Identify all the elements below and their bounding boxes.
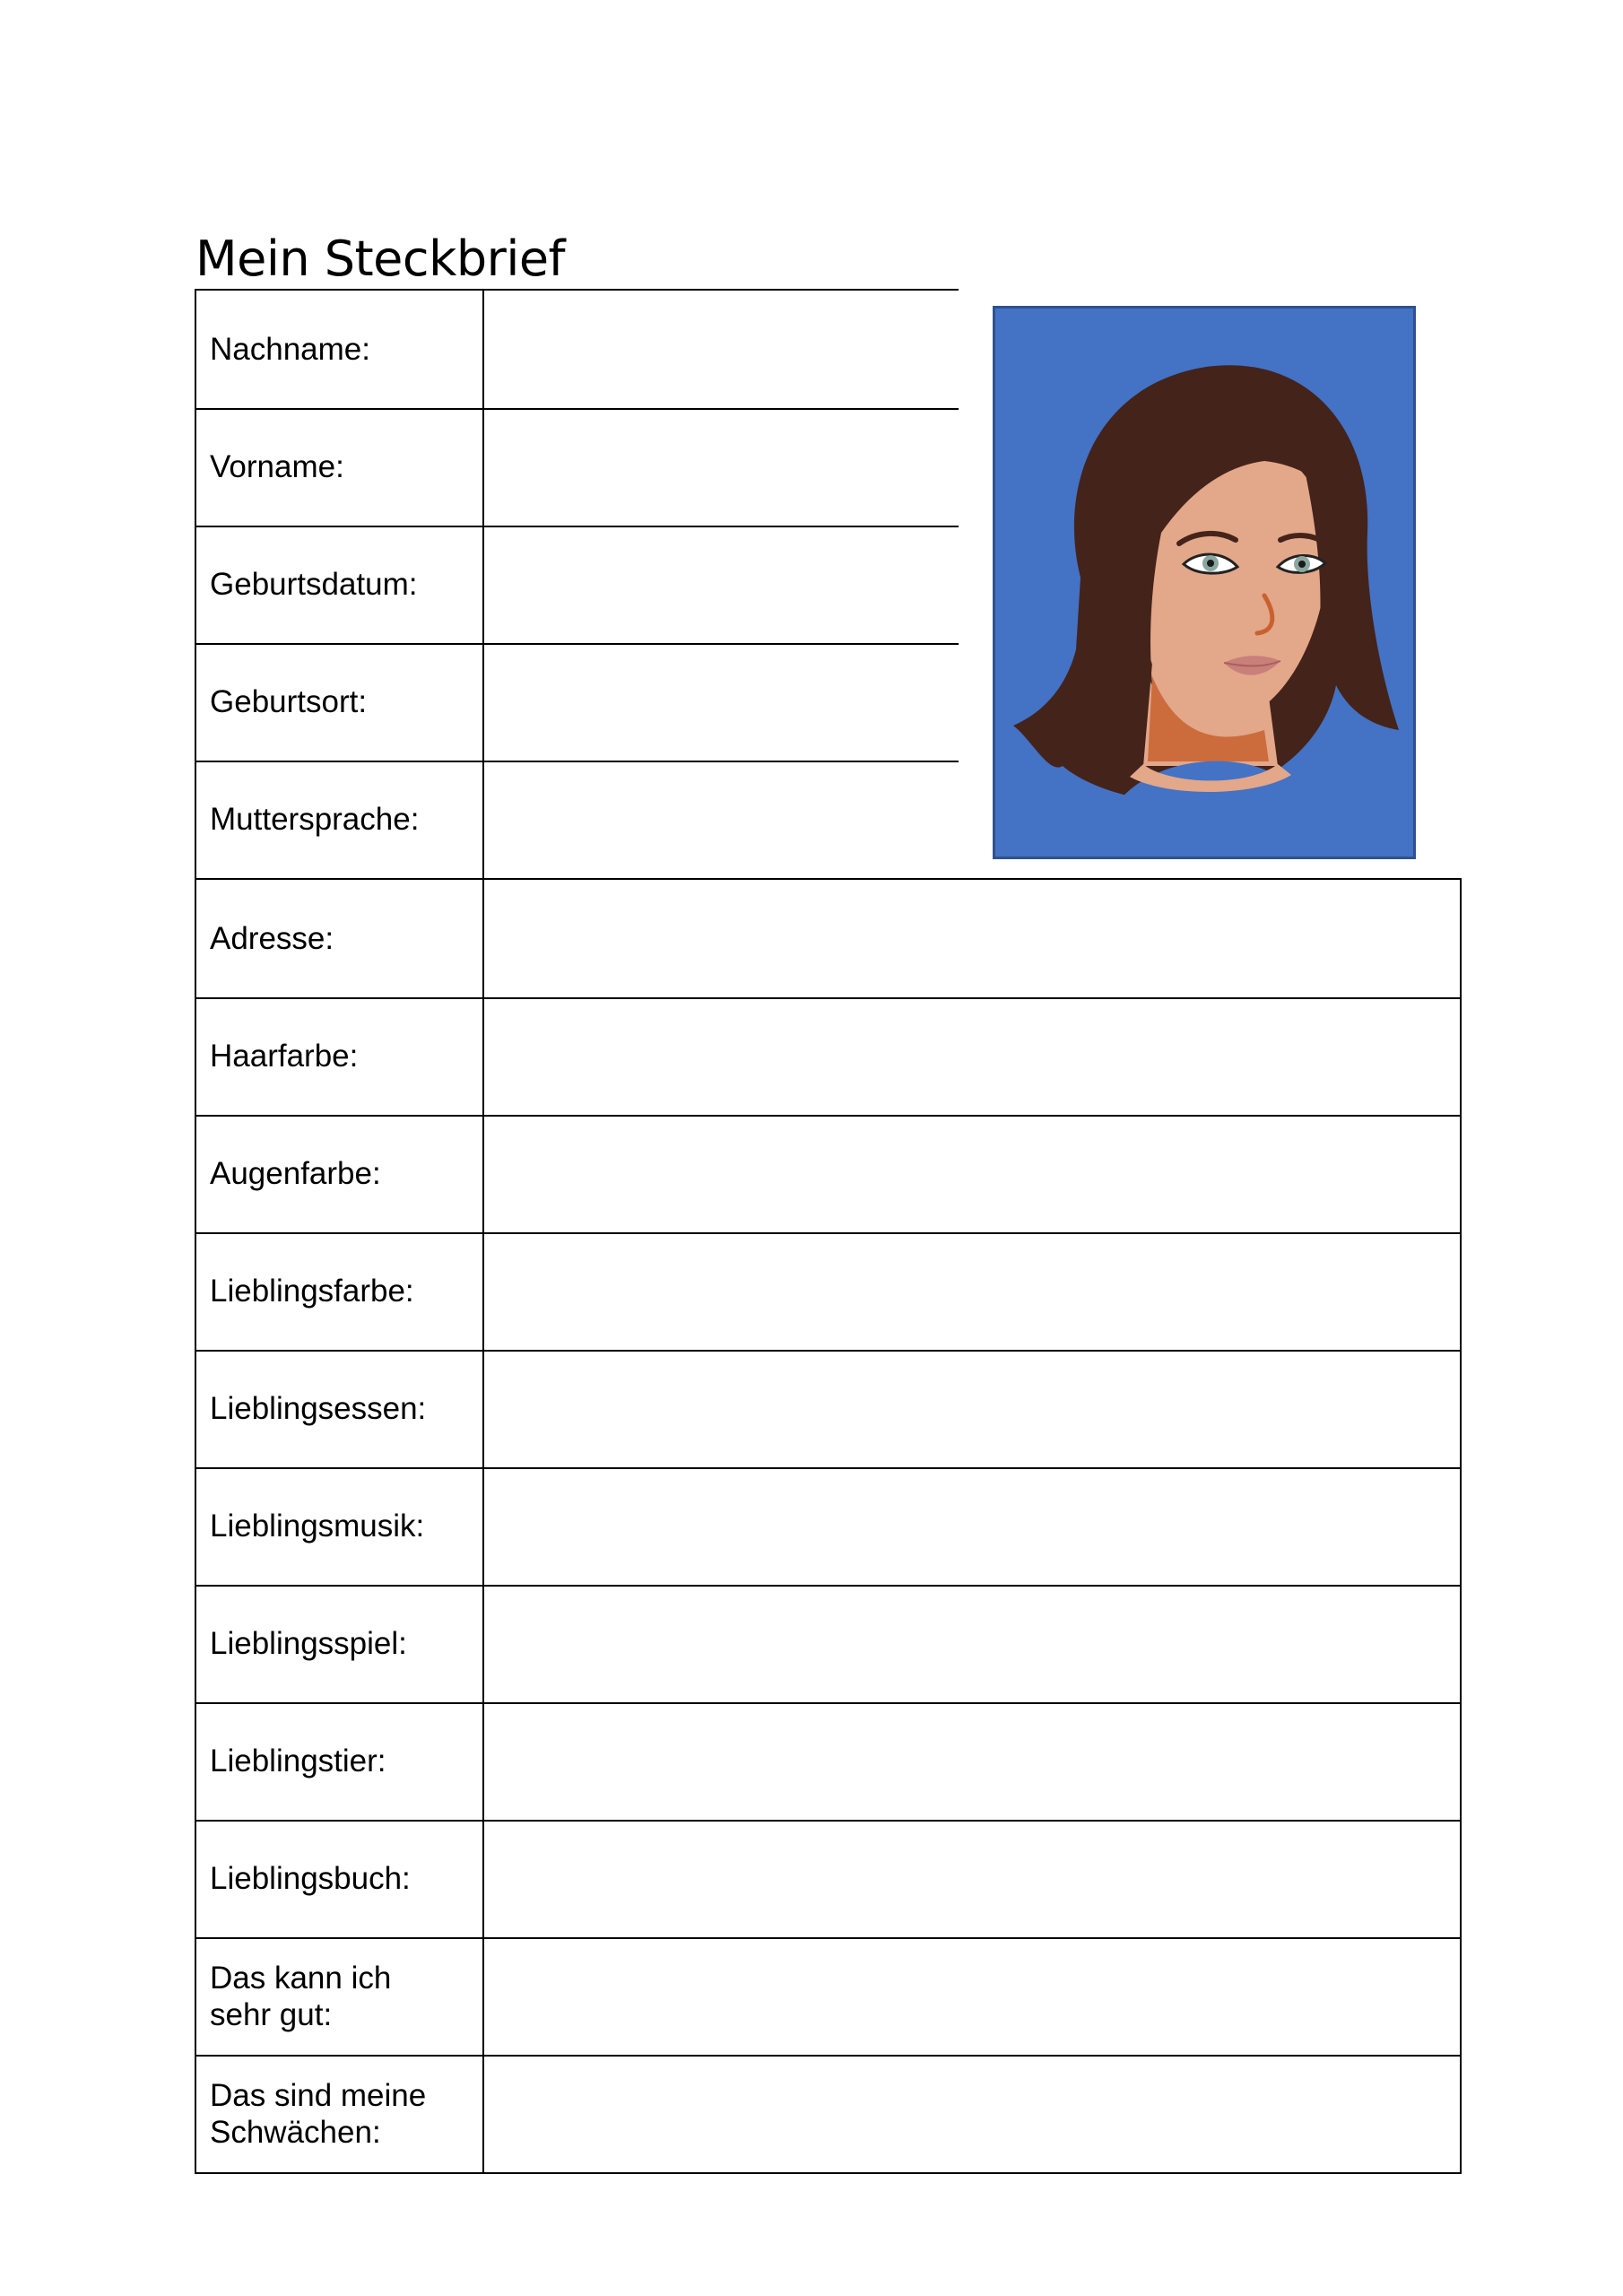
nachname-field[interactable]: [484, 291, 959, 408]
lieblingsmusik-field[interactable]: [484, 1467, 1462, 1585]
field-label: Muttersprache:: [195, 761, 484, 878]
form-row-nachname: [195, 289, 959, 410]
field-label: Nachname:: [195, 291, 484, 408]
geburtsort-field[interactable]: [484, 643, 959, 761]
form-row-lieblingsspiel: [195, 1585, 1462, 1704]
field-label: Vorname:: [195, 408, 484, 526]
vorname-field[interactable]: [484, 408, 959, 526]
field-label: Haarfarbe:: [195, 997, 484, 1115]
field-label: Das kann ich sehr gut:: [195, 1937, 484, 2055]
form-row-lieblingsfarbe: [195, 1232, 1462, 1352]
lieblingsessen-field[interactable]: [484, 1350, 1462, 1467]
form-row-schwaechen: [195, 2055, 1462, 2174]
page-title: Mein Steckbrief: [195, 230, 566, 288]
field-label: Das sind meine Schwächen:: [195, 2055, 484, 2172]
lieblingsbuch-field[interactable]: [484, 1820, 1462, 1937]
form-row-lieblingsmusik: [195, 1467, 1462, 1587]
augenfarbe-field[interactable]: [484, 1115, 1462, 1232]
field-label: Augenfarbe:: [195, 1115, 484, 1232]
lieblingsspiel-field[interactable]: [484, 1585, 1462, 1702]
field-label: Lieblingsessen:: [195, 1350, 484, 1467]
staerken-field[interactable]: [484, 1937, 1462, 2055]
field-label: Geburtsort:: [195, 643, 484, 761]
form-row-augenfarbe: [195, 1115, 1462, 1234]
form-row-geburtsdatum: [195, 526, 959, 645]
form-row-vorname: [195, 408, 959, 527]
haarfarbe-field[interactable]: [484, 997, 1462, 1115]
portrait-photo: [993, 306, 1416, 859]
form-row-geburtsort: [195, 643, 959, 762]
field-label: Lieblingsfarbe:: [195, 1232, 484, 1350]
geburtsdatum-field[interactable]: [484, 526, 959, 643]
field-label: Geburtsdatum:: [195, 526, 484, 643]
lieblingstier-field[interactable]: [484, 1702, 1462, 1820]
field-label: Lieblingstier:: [195, 1702, 484, 1820]
adresse-field[interactable]: [484, 880, 1462, 997]
muttersprache-field[interactable]: [484, 761, 959, 878]
form-row-muttersprache: [195, 761, 959, 878]
field-label: Lieblingsspiel:: [195, 1585, 484, 1702]
field-label: Lieblingsmusik:: [195, 1467, 484, 1585]
form-row-haarfarbe: [195, 997, 1462, 1117]
form-row-staerken: [195, 1937, 1462, 2057]
schwaechen-field[interactable]: [484, 2055, 1462, 2172]
form-row-lieblingstier: [195, 1702, 1462, 1822]
lieblingsfarbe-field[interactable]: [484, 1232, 1462, 1350]
field-label: Lieblingsbuch:: [195, 1820, 484, 1937]
form-row-lieblingsbuch: [195, 1820, 1462, 1939]
form-row-lieblingsessen: [195, 1350, 1462, 1469]
field-label: Adresse:: [195, 880, 484, 997]
woman-portrait-icon: [995, 309, 1413, 857]
form-row-adresse: [195, 880, 1462, 999]
